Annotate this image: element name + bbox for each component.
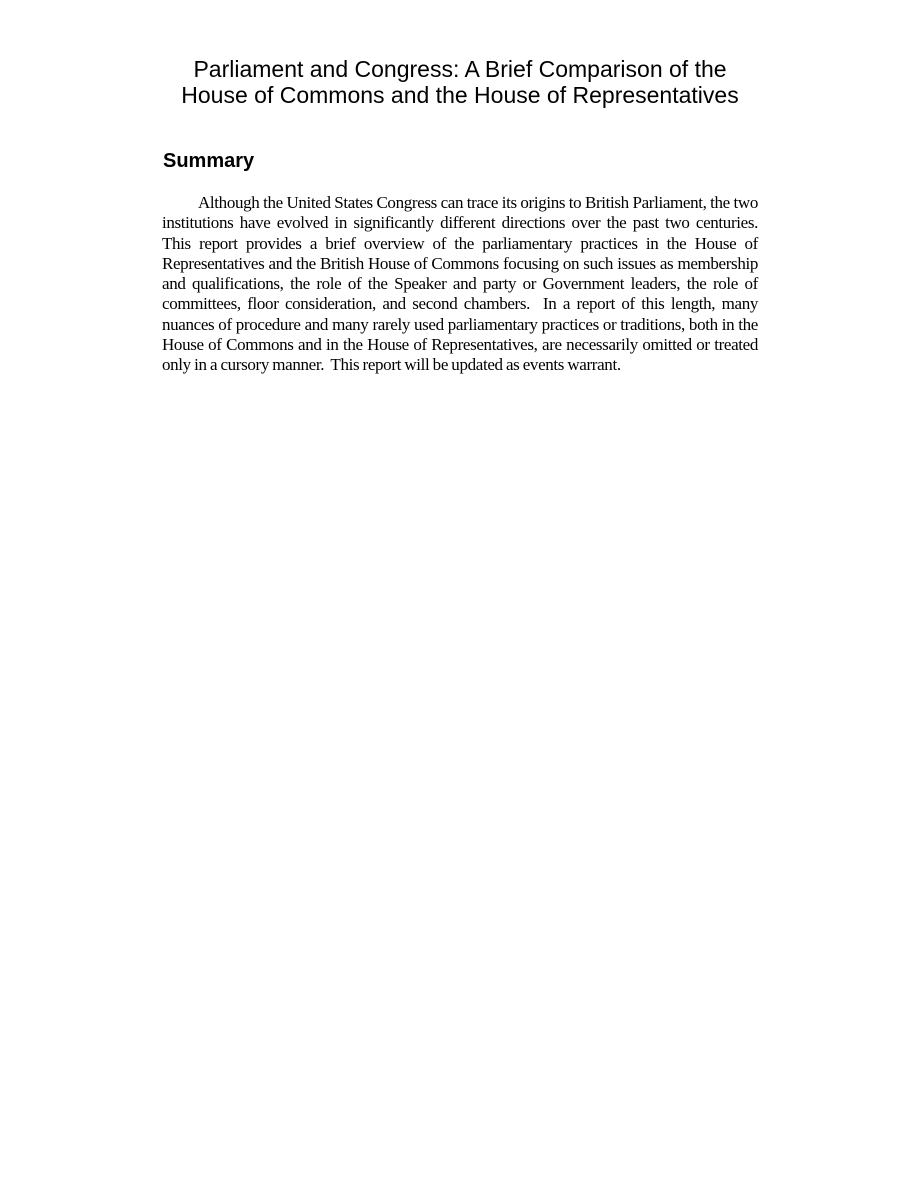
summary-paragraph: Although the United States Congress can trace its origins to British Parliament, the two institutions have evolved in significantly different directions over the past two centuries. This report provides a brief overview of the parliamentary practices in the House of Representatives and the British House of Commons focusing on such issues as membership and qualifications, the role of the Speaker and party or Government leaders, the role of committees, floor consideration, and second chambers. In a report of this length, many nuances of procedure and many rarely used parliamentary practices or traditions, both in the House of Commons and in the House of Representatives, are necessarily omitted or treated only in a cursory manner. This report will be updated as events warrant.	[162, 193, 765, 375]
title-line-2: House of Commons and the House of Representatives	[181, 82, 739, 108]
title-line-1: Parliament and Congress: A Brief Comparison of the	[193, 56, 727, 82]
document-title	[120, 56, 800, 108]
section-heading-summary: Summary	[163, 150, 255, 172]
